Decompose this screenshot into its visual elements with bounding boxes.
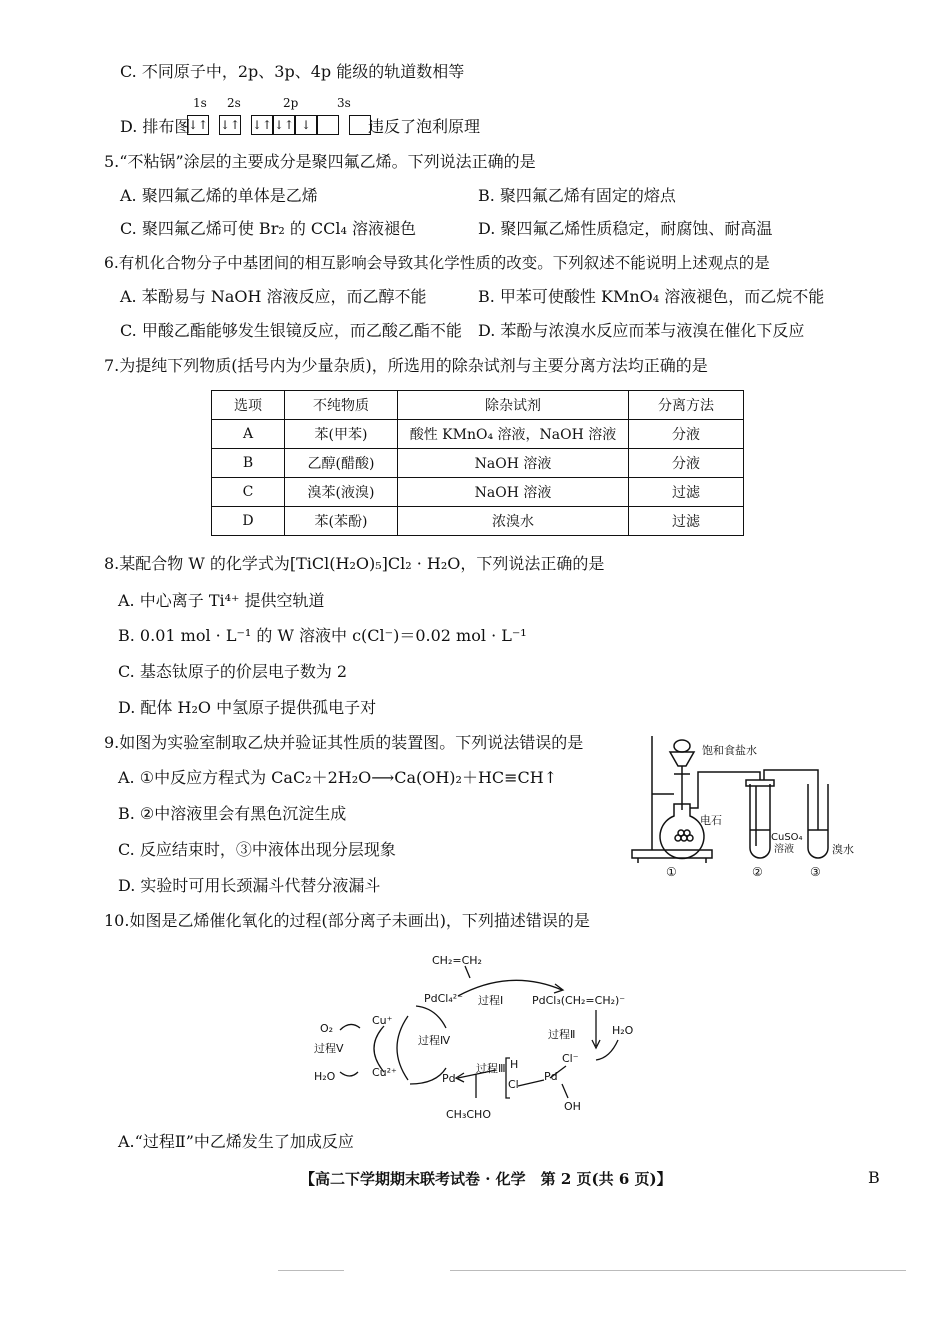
q6-option-b: B. 甲苯可使酸性 KMnO₄ 溶液褪色，而乙烷不能 bbox=[478, 287, 825, 306]
table-cell: 酸性 KMnO₄ 溶液，NaOH 溶液 bbox=[398, 420, 629, 449]
table-cell: NaOH 溶液 bbox=[398, 478, 629, 507]
label-water-out: H₂O bbox=[314, 1070, 336, 1083]
table-cell: B bbox=[212, 449, 285, 478]
q9-option-c: C. 反应结束时，③中液体出现分层现象 bbox=[118, 840, 396, 859]
label-brine: 饱和食盐水 bbox=[702, 744, 757, 757]
q4-option-d-prefix: D. 排布图 bbox=[120, 117, 191, 136]
q8-option-c: C. 基态钛原子的价层电子数为 2 bbox=[118, 662, 348, 681]
q5-stem: 5.“不粘锅”涂层的主要成分是聚四氟乙烯。下列说法正确的是 bbox=[104, 152, 536, 171]
table-cell: 分液 bbox=[629, 449, 744, 478]
table-row bbox=[212, 507, 744, 536]
divider bbox=[278, 1270, 344, 1271]
table-cell: 乙醇(醋酸) bbox=[285, 449, 398, 478]
orbital-box: ↓↑ bbox=[273, 115, 295, 135]
table-cell: 浓溴水 bbox=[398, 507, 629, 536]
label-bromine-water: 溴水 bbox=[832, 843, 854, 856]
table-header: 不纯物质 bbox=[285, 391, 398, 420]
divider bbox=[450, 1270, 906, 1271]
label-process-1: 过程Ⅰ bbox=[478, 994, 504, 1007]
q10-stem: 10.如图是乙烯催化氧化的过程(部分离子未画出)，下列描述错误的是 bbox=[104, 911, 590, 930]
q8-stem: 8.某配合物 W 的化学式为[TiCl(H₂O)₅]Cl₂ · H₂O，下列说法正确的是 bbox=[104, 554, 605, 573]
label-pd: Pd bbox=[442, 1072, 456, 1085]
label-pdcl4: PdCl₄²⁻ bbox=[424, 992, 463, 1005]
q5-option-d: D. 聚四氟乙烯性质稳定，耐腐蚀、耐高温 bbox=[478, 219, 773, 238]
q6-option-a: A. 苯酚易与 NaOH 溶液反应，而乙醇不能 bbox=[120, 287, 427, 306]
q8-option-d: D. 配体 H₂O 中氢原子提供孤电子对 bbox=[118, 698, 377, 717]
table-header: 除杂试剂 bbox=[398, 391, 629, 420]
q5-option-c: C. 聚四氟乙烯可使 Br₂ 的 CCl₄ 溶液褪色 bbox=[120, 219, 417, 238]
q6-stem: 6.有机化合物分子中基团间的相互影响会导致其化学性质的改变。下列叙述不能说明上述观点的是 bbox=[104, 254, 770, 272]
label-process-5: 过程Ⅴ bbox=[314, 1042, 344, 1055]
table-header-row bbox=[212, 391, 744, 420]
orbital-label-3s: 3s bbox=[337, 96, 351, 110]
table-row bbox=[212, 478, 744, 507]
q7-stem: 7.为提纯下列物质(括号内为少量杂质)，所选用的除杂试剂与主要分离方法均正确的是 bbox=[104, 356, 708, 375]
q4-option-c: C. 不同原子中，2p、3p、4p 能级的轨道数相等 bbox=[120, 62, 465, 81]
label-calcium-carbide: 电石 bbox=[700, 814, 722, 827]
orbital-label-1s: 1s bbox=[193, 96, 207, 110]
label-apparatus-2: ② bbox=[752, 865, 763, 879]
q5-option-a: A. 聚四氟乙烯的单体是乙烯 bbox=[120, 186, 318, 205]
q9-option-b: B. ②中溶液里会有黑色沉淀生成 bbox=[118, 804, 347, 823]
label-cl: Cl bbox=[508, 1078, 519, 1091]
table-cell: 过滤 bbox=[629, 478, 744, 507]
q6-option-c: C. 甲酸乙酯能够发生银镜反应，而乙酸乙酯不能 bbox=[120, 321, 462, 340]
q5-option-b: B. 聚四氟乙烯有固定的熔点 bbox=[478, 186, 676, 205]
q9-stem: 9.如图为实验室制取乙炔并验证其性质的装置图。下列说法错误的是 bbox=[104, 733, 584, 752]
label-cuso4: CuSO₄ bbox=[771, 832, 803, 843]
orbital-label-2p: 2p bbox=[283, 96, 299, 110]
q4-option-d-suffix: 违反了泡利原理 bbox=[368, 117, 481, 136]
orbital-box: ↓↑ bbox=[187, 115, 209, 135]
label-cl-minus: Cl⁻ bbox=[562, 1052, 579, 1065]
orbital-diagram bbox=[187, 96, 367, 140]
purification-table bbox=[211, 390, 744, 536]
table-cell: 苯(甲苯) bbox=[285, 420, 398, 449]
q6-option-d: D. 苯酚与浓溴水反应而苯与液溴在催化下反应 bbox=[478, 321, 805, 340]
acetylene-apparatus-figure bbox=[628, 730, 868, 880]
label-water-in: H₂O bbox=[612, 1024, 634, 1037]
q9-option-d: D. 实验时可用长颈漏斗代替分液漏斗 bbox=[118, 876, 381, 895]
label-cu-plus: Cu⁺ bbox=[372, 1014, 393, 1027]
label-solution: 溶液 bbox=[774, 844, 794, 855]
table-cell: 苯(苯酚) bbox=[285, 507, 398, 536]
label-pd-complex: Pd bbox=[544, 1070, 558, 1083]
label-process-4: 过程Ⅳ bbox=[418, 1034, 451, 1047]
ethylene-oxidation-cycle-figure bbox=[300, 948, 660, 1128]
table-cell: 溴苯(液溴) bbox=[285, 478, 398, 507]
label-process-2: 过程Ⅱ bbox=[548, 1028, 576, 1041]
q10-option-a: A.“过程Ⅱ”中乙烯发生了加成反应 bbox=[118, 1132, 354, 1151]
label-oh: OH bbox=[564, 1100, 581, 1113]
table-header: 选项 bbox=[212, 391, 285, 420]
orbital-box bbox=[317, 115, 339, 135]
label-cu-2plus: Cu²⁺ bbox=[372, 1066, 397, 1079]
table-header: 分离方法 bbox=[629, 391, 744, 420]
q8-option-b: B. 0.01 mol · L⁻¹ 的 W 溶液中 c(Cl⁻)＝0.02 mol · L⁻¹ bbox=[118, 626, 527, 645]
label-h: H bbox=[510, 1058, 519, 1071]
table-cell: D bbox=[212, 507, 285, 536]
label-apparatus-1: ① bbox=[666, 865, 677, 879]
orbital-box: ↓↑ bbox=[251, 115, 273, 135]
label-apparatus-3: ③ bbox=[810, 865, 821, 879]
label-ethylene: CH₂=CH₂ bbox=[432, 954, 482, 967]
orbital-label-2s: 2s bbox=[227, 96, 241, 110]
table-cell: NaOH 溶液 bbox=[398, 449, 629, 478]
table-cell: 过滤 bbox=[629, 507, 744, 536]
orbital-box: ↓ bbox=[295, 115, 317, 135]
orbital-box: ↓↑ bbox=[219, 115, 241, 135]
label-process-3: 过程Ⅲ bbox=[476, 1062, 506, 1075]
paper-version-letter: B bbox=[868, 1168, 880, 1187]
table-cell: 分液 bbox=[629, 420, 744, 449]
label-pdcl3-complex: PdCl₃(CH₂=CH₂)⁻ bbox=[532, 994, 626, 1007]
table-cell: A bbox=[212, 420, 285, 449]
table-row bbox=[212, 420, 744, 449]
label-acetaldehyde: CH₃CHO bbox=[446, 1108, 491, 1121]
table-cell: C bbox=[212, 478, 285, 507]
page-footer: 【高二下学期期末联考试卷 · 化学 第 2 页(共 6 页)】 bbox=[300, 1170, 672, 1188]
q8-option-a: A. 中心离子 Ti⁴⁺ 提供空轨道 bbox=[118, 591, 325, 610]
table-row bbox=[212, 449, 744, 478]
label-oxygen: O₂ bbox=[320, 1022, 334, 1035]
q9-option-a: A. ①中反应方程式为 CaC₂＋2H₂O⟶Ca(OH)₂＋HC≡CH↑ bbox=[118, 768, 558, 787]
